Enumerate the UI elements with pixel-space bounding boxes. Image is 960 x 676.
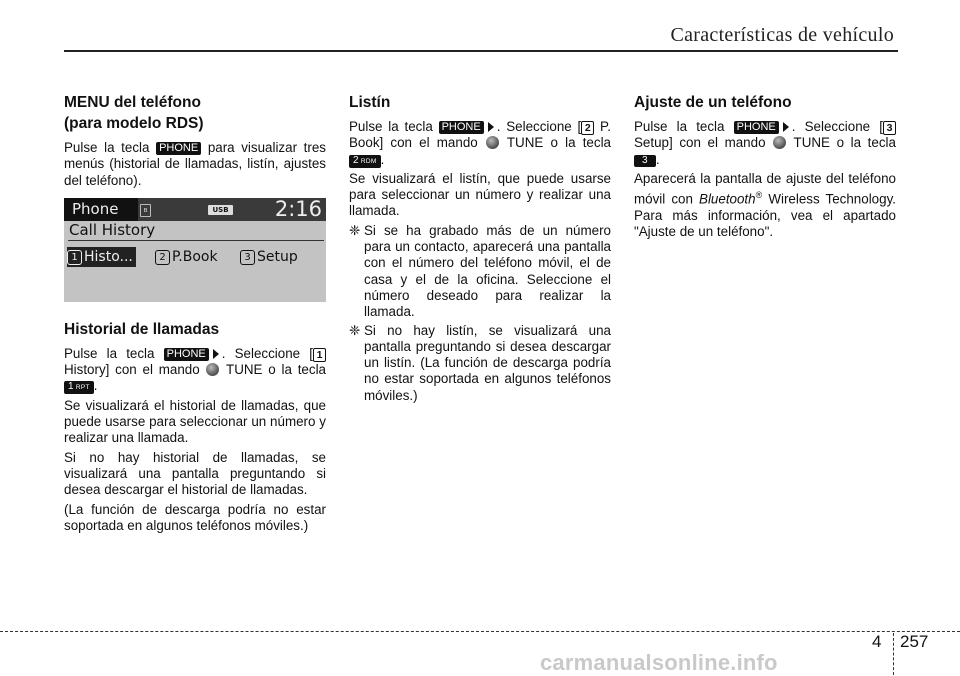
header-rule: [64, 50, 898, 52]
section-title-call-history: Historial de llamadas: [64, 320, 220, 338]
instruction-text: . Seleccione [: [791, 119, 883, 134]
note-icon: ❈: [349, 322, 361, 338]
intro-paragraph: [64, 140, 326, 189]
column-phone-setup: [634, 92, 896, 244]
column-phonebook: [349, 92, 611, 406]
title-line-1: MENU del teléfono: [64, 94, 201, 111]
intro-text-pre: Pulse la tecla: [64, 140, 150, 155]
tune-knob-icon: [773, 136, 786, 149]
instruction-text: TUNE o la tecla: [793, 135, 896, 151]
phone-key-icon: PHONE: [439, 121, 484, 134]
registered-mark: ®: [755, 190, 763, 201]
chapter-number: 4: [872, 632, 882, 651]
phone-key-icon: PHONE: [164, 348, 209, 361]
note-no-phonebook: [349, 323, 611, 404]
instruction-text: TUNE o la tecla: [226, 362, 326, 378]
number-3-icon: 3: [883, 121, 896, 135]
key-number: 1: [68, 381, 74, 393]
arrow-right-icon: [488, 122, 494, 132]
instruction-text: . Seleccione [: [221, 345, 313, 361]
usb-icon: USB: [208, 205, 233, 215]
note-multiple-numbers: [349, 223, 611, 321]
screen-menu-setup: [240, 247, 298, 267]
intro-text-post: para visualizar tres menús (historial de llamadas, listín, ajustes del teléfono).: [64, 140, 326, 188]
tune-knob-icon: [486, 136, 499, 149]
history-paragraph-2: Si no hay historial de llamadas, se visualizará una pantalla preguntando si desea descargar el historial de llamadas.: [64, 449, 326, 498]
footer-rule: [0, 631, 960, 632]
setup-text: Wireless Technology. Para más información, vea el apartado "Ajuste de un teléfono".: [634, 191, 896, 240]
phone-key-icon: PHONE: [156, 142, 201, 155]
key-number: 2: [353, 154, 359, 166]
phonebook-instruction: Pulse la tecla PHONE . Seleccione [ 2 P. Book] con el mando TUNE o la tecla 2 RDM .: [349, 119, 611, 167]
page-number: 257: [900, 632, 929, 651]
screen-menu-history: [67, 247, 136, 267]
setup-text: Aparecerá la pantalla de ajuste del teléfono móvil con: [634, 170, 896, 207]
rdm-key-icon: [349, 155, 381, 168]
section-title-phone-menu: [64, 92, 326, 134]
screen-clock: 2:16: [274, 196, 322, 221]
screen-title: Call History: [69, 220, 156, 239]
instruction-text: Pulse la tecla: [349, 119, 433, 134]
menu-label: Setup: [257, 248, 298, 265]
note-icon: ❈: [349, 222, 361, 238]
bluetooth-icon: ʙ: [140, 204, 151, 217]
instruction-text: . Seleccione [: [496, 119, 582, 134]
menu-number-icon: 3: [240, 250, 255, 265]
note-text: Si se ha grabado más de un número para un contacto, aparecerá una pantalla con el número del teléfono móvil, el de casa y el de la oficina. Seleccione el número deseado para realizar la llamada.: [364, 222, 611, 320]
menu-label: Histo...: [84, 248, 133, 265]
menu-label: P.Book: [172, 248, 218, 265]
instruction-text: P. Book] con el mando: [349, 119, 611, 151]
screen-menu-phonebook: [155, 247, 218, 267]
setup-paragraph-1: [634, 171, 896, 241]
key-3-icon: 3: [634, 155, 656, 167]
phone-display-screen: [64, 198, 326, 302]
rpt-key-icon: [64, 381, 94, 394]
bluetooth-brand: Bluetooth: [699, 191, 756, 207]
page-header-title: Características de vehículo: [670, 24, 894, 46]
phone-key-icon: PHONE: [734, 121, 779, 134]
key-label: RPT: [75, 384, 90, 392]
instruction-text: Setup] con el mando: [634, 135, 766, 151]
note-text: Si no hay listín, se visualizará una pantalla preguntando si desea descargar un listín. (La función de descarga podría no estar soportada en algunos teléfonos móviles.): [364, 322, 611, 403]
screen-phone-label: Phone: [64, 198, 138, 221]
section-title-phonebook: Listín: [349, 94, 391, 111]
instruction-text: History] con el mando: [64, 362, 200, 378]
arrow-right-icon: [783, 122, 789, 132]
arrow-right-icon: [213, 349, 219, 359]
section-title-phone-setup: Ajuste de un teléfono: [634, 94, 792, 111]
screen-divider: [68, 240, 324, 241]
watermark: carmanualsonline.info: [540, 650, 778, 675]
phonebook-paragraph-1: Se visualizará el listín, que puede usarse para seleccionar un número y realizar una llamada.: [349, 170, 611, 219]
history-paragraph-1: Se visualizará el historial de llamadas, que puede usarse para seleccionar un número y realizar una llamada.: [64, 397, 326, 446]
number-1-icon: 1: [313, 348, 326, 362]
instruction-text: Pulse la tecla: [634, 119, 725, 134]
setup-instruction: Pulse la tecla PHONE . Seleccione [ 3 Setup] con el mando TUNE o la tecla 3 .: [634, 119, 896, 167]
menu-number-icon: 2: [155, 250, 170, 265]
history-paragraph-3: (La función de descarga podría no estar soportada en algunos teléfonos móviles.): [64, 501, 326, 533]
number-2-icon: 2: [581, 121, 594, 135]
footer-separator: [893, 633, 894, 675]
history-instruction: Pulse la tecla PHONE . Seleccione [ 1 History] con el mando TUNE o la tecla 1 RPT .: [64, 345, 326, 394]
menu-number-icon: 1: [67, 250, 82, 265]
title-line-2: (para modelo RDS): [64, 115, 204, 132]
instruction-text: Pulse la tecla: [64, 345, 155, 361]
column-phone-menu: [64, 92, 326, 537]
key-label: RDM: [360, 157, 377, 165]
tune-knob-icon: [206, 363, 219, 376]
instruction-text: TUNE o la tecla: [506, 135, 611, 151]
